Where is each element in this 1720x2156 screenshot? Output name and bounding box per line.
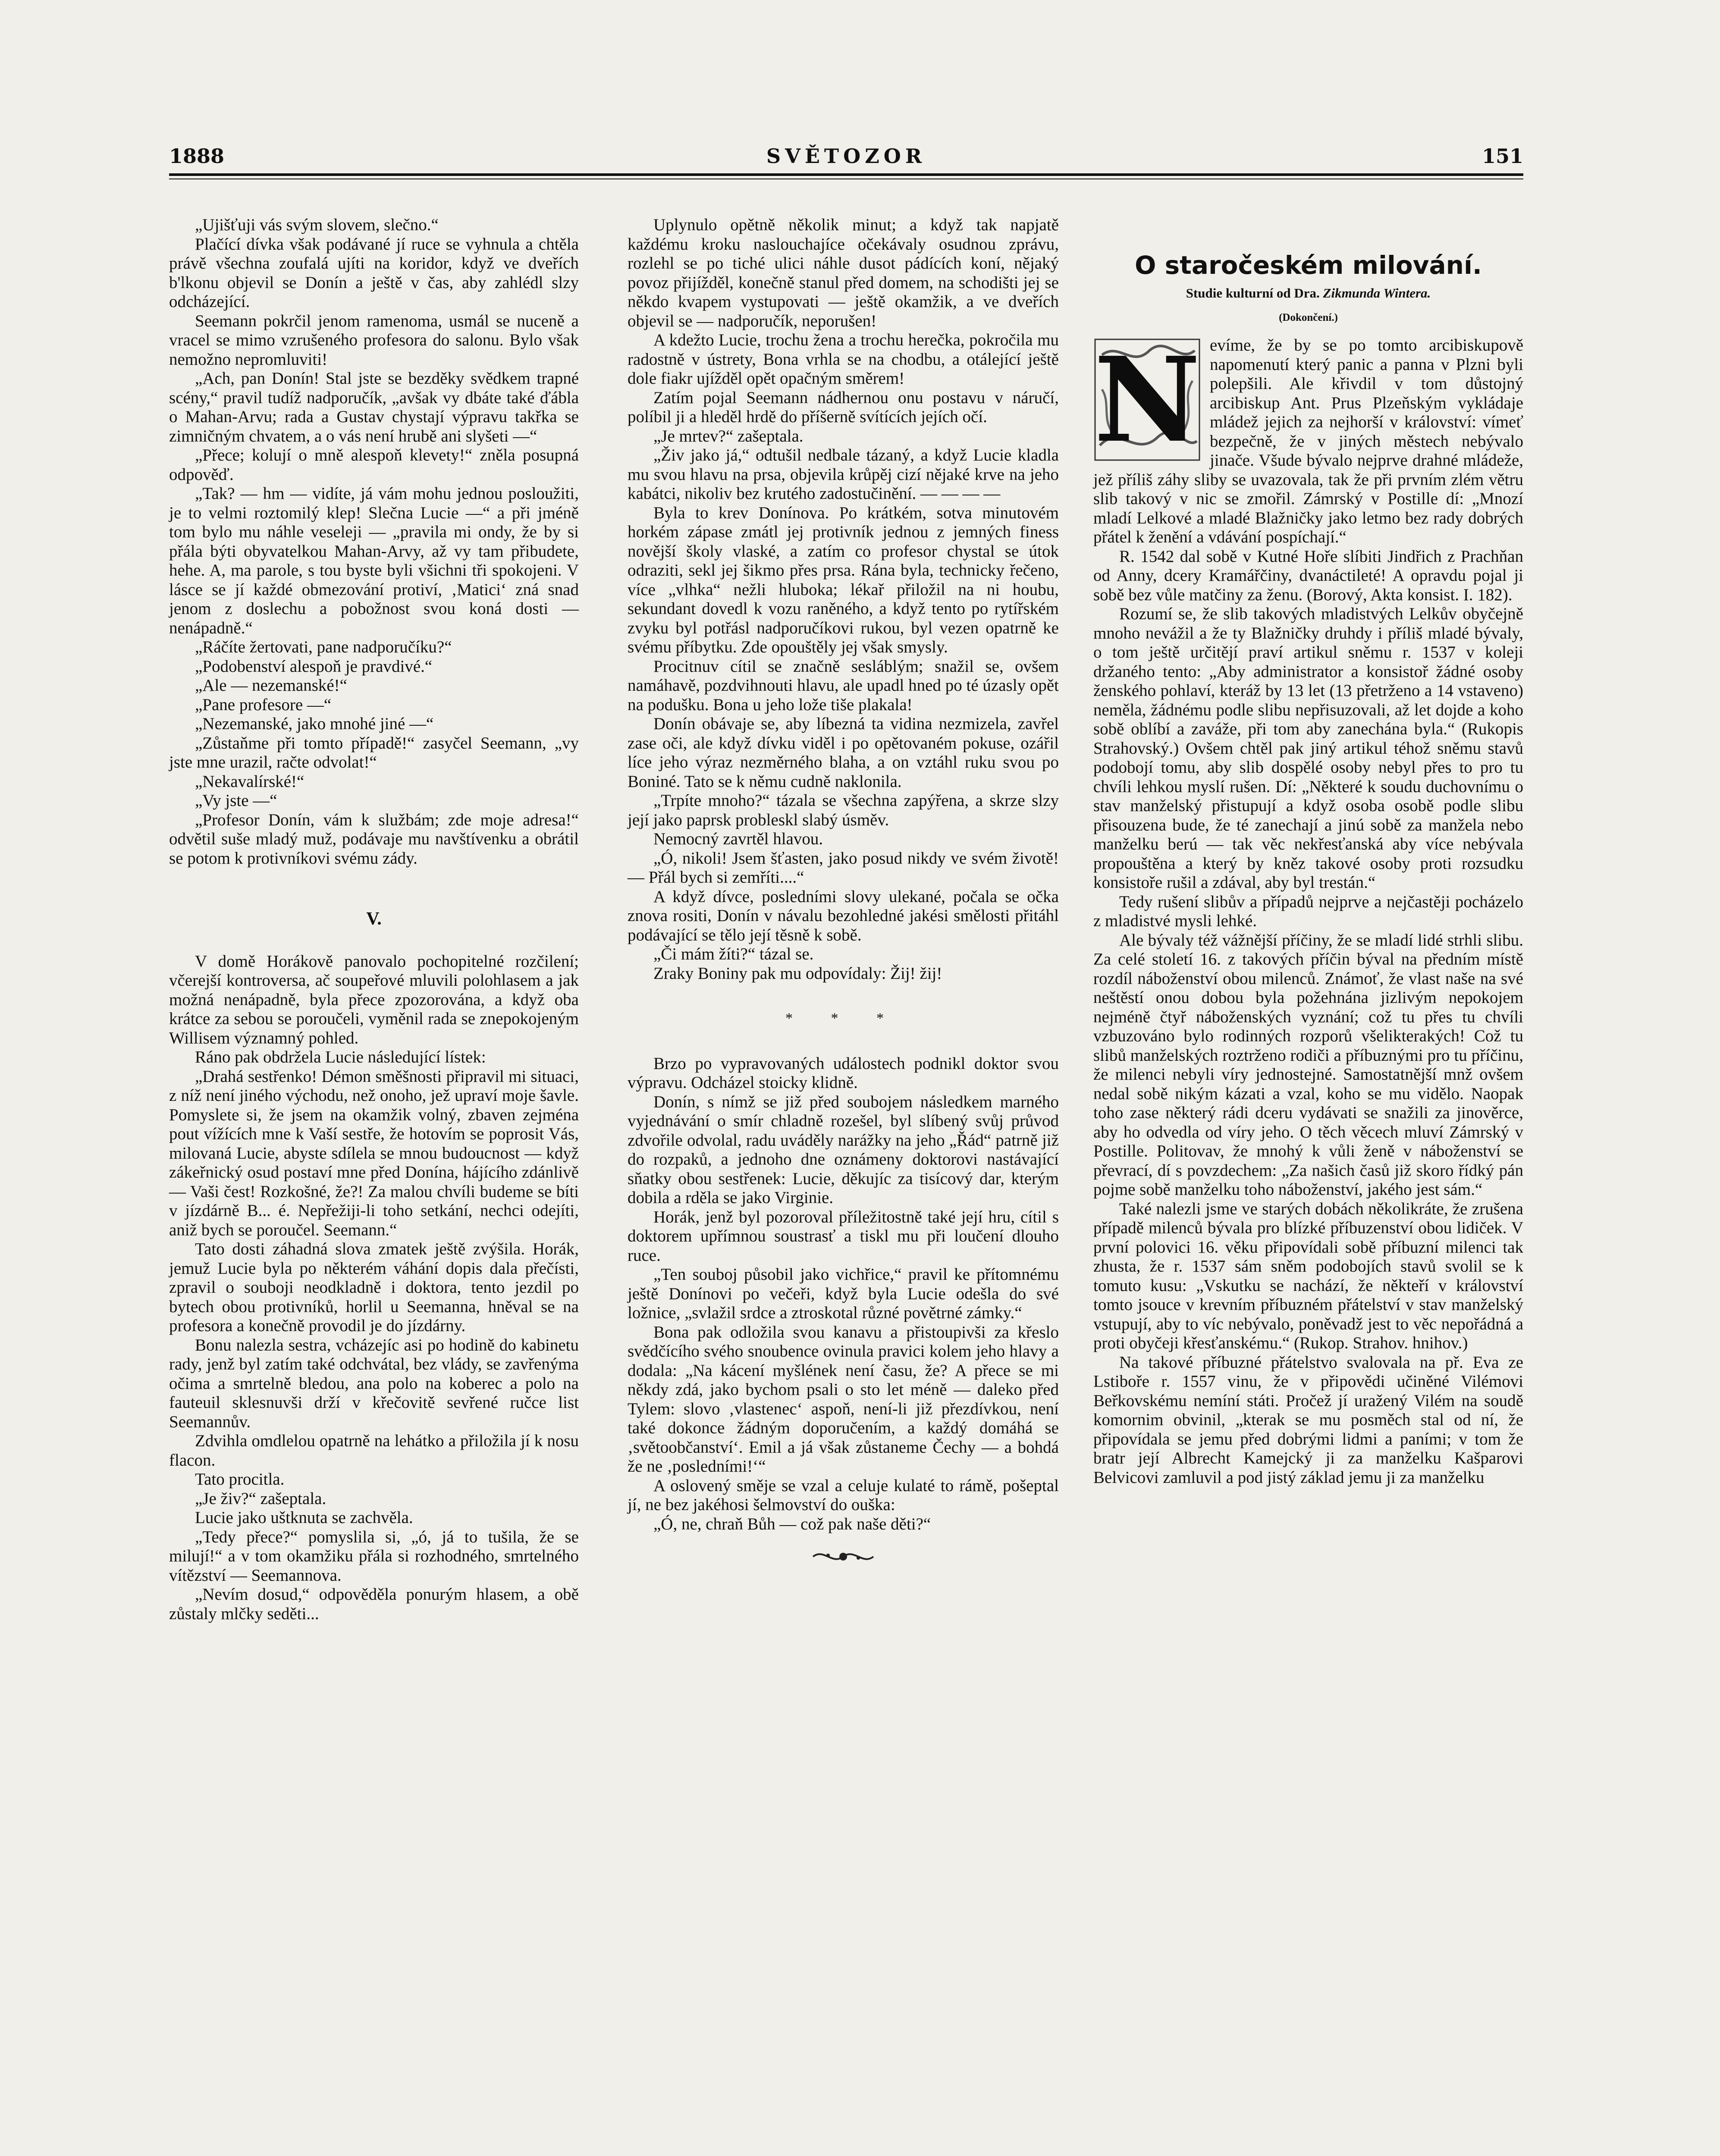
paragraph: Bona pak odložila svou kanavu a přistoupivši za křeslo svědčícího svého snoubence ovinula pravici kolem jeho hlavy a dodala: „Na kácení myšlének není času, že? A přece se mi někdy zdá, jako bychom psali o sto let méně — daleko před Tylem: slovo ‚vlastenec‘ aspoň, není-li již přezdívkou, není také dokonce žádným doporučením, a každý domáhá se ‚světoobčanství‘. Emil a já však zůstaneme Čechy — a bohdá že ne ‚posledními!‘“ xyxy=(628,1322,1059,1476)
header-year: 1888 xyxy=(169,144,225,168)
paragraph: „Ó, nikoli! Jsem šťasten, jako posud nikdy ve svém životě! — Přál bych si zemříti....“ xyxy=(628,849,1059,887)
column-right xyxy=(1093,216,1523,1487)
paragraph: Tato procitla. xyxy=(195,1470,285,1489)
paragraph: Donín, s nímž se již před soubojem následkem marného vyjednávání o smír chladně rozešel, byl slíbený svůj průvod zdvořile odvolal, radu uváděly narážky na jeho „Řád“ patrně již do rozpaků, a jednoho dne oznámeny doktorovi nastávající sňatky obou sestřenek: Lucie, děkujíc za tisícový dar, kterým dobila a rděla se jako Virginie. xyxy=(628,1092,1059,1207)
paragraph: Zdvihla omdlelou opatrně na lehátko a přiložila jí k nosu flacon. xyxy=(169,1432,579,1470)
article-title: O staročeském milování. xyxy=(1135,251,1482,280)
paragraph: „Ach, pan Donín! Stal jste se bezděky svědkem trapné scény,“ pravil tudíž nadporučík, „avšak vy dbáte také ďábla o Mahan-Arvu; rada a Gustav chystají výpravu takřka se zimničným chvatem, a o vás není hrubě ani slyšeti —“ xyxy=(169,369,579,445)
paragraph: R. 1542 dal sobě v Kutné Hoře slíbiti Jindřich z Prachňan od Anny, dcery Kramářčiny, dvanáctileté! A opravdu pojal ji sobě bez vůle matčiny za ženu. (Borový, Akta konsist. I. 182). xyxy=(1093,547,1523,604)
header-title: SVĚTOZOR xyxy=(766,144,926,168)
paragraph: Nemocný zavrtěl hlavou. xyxy=(653,830,823,848)
paragraph: „Ujišťuji vás svým slovem, slečno.“ xyxy=(195,216,439,234)
section-heading: V. xyxy=(366,909,382,929)
paragraph: Také nalezli jsme ve starých dobách několikráte, že zrušena případě milenců bývala pro blízké příbuzenství obou lidiček. V první polovici 16. věku připovídali sobě příbuzní milenci tak zhusta, že r. 1537 sám sněm podobojích stavů svolil se k tomuto kusu: „Vskutku se nachází, že někteří v království tomto jsouce v krevním příbuzném přátelství v stav manželský vstupují, aby to víc nebývalo, poněvadž jest to věc nepořádná a proti obyčeji křesťanskému.“ (Rukop. Strahov. hnihov.) xyxy=(1093,1199,1523,1352)
paragraph: „Je mrtev?“ zašeptala. xyxy=(653,426,804,445)
paragraph: „Podobenství alespoň je pravdivé.“ xyxy=(195,657,433,676)
paragraph: A oslovený směje se vzal a celuje kulaté to rámě, pošeptal jí, ne bez jakéhosi šelmovství do ouška: xyxy=(628,1476,1059,1514)
end-ornament-icon xyxy=(628,1546,1059,1572)
drop-cap-icon xyxy=(1093,331,1201,468)
column-middle xyxy=(628,216,1059,1572)
paragraph: Horák, jenž byl pozoroval příležitostně také její hru, cítil s doktorem upřímnou soustrasť a tiskl mu při loučení dlouho ruce. xyxy=(628,1207,1059,1265)
paragraph: „Profesor Donín, vám k službám; zde moje adresa!“ odvětil suše mladý muž, podávaje mu navštívenku a obrátil se potom k protivníkovi svému zády. xyxy=(169,810,579,868)
paragraph: „Pane profesore —“ xyxy=(195,695,332,714)
paragraph: Lucie jako uštknuta se zachvěla. xyxy=(195,1508,413,1527)
paragraph: A když dívce, posledními slovy ulekané, počala se očka znova rositi, Donín v návalu bezohledné jakési smělosti přitáhl podávající se tělo její těsně k sobě. xyxy=(628,887,1059,944)
paragraph: „Tedy přece?“ pomyslila si, „ó, já to tušila, že se milují!“ a v tom okamžiku přála si rozhodného, smrtelného vítězství — Seemannova. xyxy=(169,1527,579,1585)
paragraph: „Je živ?“ zašeptala. xyxy=(195,1489,326,1508)
paragraph: „Nevím dosud,“ odpověděla ponurým hlasem, a obě zůstaly mlčky seděti... xyxy=(169,1585,579,1623)
paragraph: Donín obávaje se, aby líbezná ta vidina nezmizela, zavřel zase oči, ale když dívku viděl i po opětovaném pokuse, ozářil líce jeho výraz nezměrného blaha, a on vztáhl ruku svou po Boniné. Tato se k němu cudně naklonila. xyxy=(628,714,1059,791)
paragraph: Tato dosti záhadná slova zmatek ještě zvýšila. Horák, jemuž Lucie byla po některém váhání dopis dala přečísti, zpravil o souboji neodkladně i doktora, tento jezdil po bytech obou protivníků, horlil u Seemanna, hněval se na profesora a konečně provodil je do jízdárny. xyxy=(169,1240,579,1335)
paragraph: „Trpíte mnoho?“ tázala se všechna zapýřena, a skrze slzy její jako paprsk probleskl slabý úsměv. xyxy=(628,791,1059,829)
paragraph: Zraky Boniny pak mu odpovídaly: Žij! žij! xyxy=(653,964,942,983)
paragraph: „Ó, ne, chraň Bůh — což pak naše děti?“ xyxy=(653,1514,931,1533)
paragraph: „Přece; kolují o mně alespoň klevety!“ zněla posupná odpověď. xyxy=(169,446,579,484)
section-separator: * * * xyxy=(785,1010,901,1026)
paragraph: „Ale — nezemanské!“ xyxy=(195,676,347,695)
paragraph: Procitnuv cítil se značně sesláblým; snažil se, ovšem namáhavě, pozdvihnouti hlavu, ale upadl hned po té úzasly opět na podušku. Bona u jeho lože tiše plakala! xyxy=(628,657,1059,714)
paragraph: „Nekavalírské!“ xyxy=(195,772,304,791)
subtitle-prefix: Studie kulturní od Dra. xyxy=(1186,285,1320,301)
paragraph: „Živ jako já,“ odtušil nedbale tázaný, a když Lucie kladla mu svou hlavu na prsa, objevila krůpěj cizí nějaké krve na jeho kabátci, nikoliv bez krutého zadostučinění. — — — — xyxy=(628,446,1059,503)
paragraph: „Tak? — hm — vidíte, já vám mohu jednou posloužiti, je to velmi roztomilý klep! Slečna Lucie —“ a při jméně tom bylo mu náhle veseleji — „pravila mi ondy, že by si přála býti obyvatelkou Mahan-Arvy, až vy tam přibudete, hehe. A, ma parole, s tou byste byli všichni tři spokojeni. V lásce se jí každé obmezování protiví, ‚Matici‘ zná snad jenom z doslechu a pobožnost svou koná dosti — nenápadně.“ xyxy=(169,484,579,637)
paragraph: Brzo po vypravovaných událostech podnikl doktor svou výpravu. Odcházel stoicky klidně. xyxy=(628,1054,1059,1092)
paragraph: „Drahá sestřenko! Démon směšnosti připravil mi situaci, z níž není jiného východu, než onoho, jež upraví moje šavle. Pomyslete si, že jsem na okamžik volný, zbaven zejména pout vížících mne k Vaší sestře, že hotovím se poprosit Vás, milovaná Lucie, abyste sdílela se mnou budoucnost — když zákeřnický osud postaví mne před Donína, hájícího zdánlivě — Vaši čest! Rozkošné, že?! Za malou chvíli budeme se bíti v jízdárně B... é. Nepřežiji-li toho setkání, nechci odejíti, aniž bych se poroučel. Seemann.“ xyxy=(169,1067,579,1239)
paragraph: Rozumí se, že slib takových mladistvých Lelkův obyčejně mnoho nevážil a že ty Blažničky druhdy i příliš mladé bývaly, o tom ještě určitějí praví artikul sněmu r. 1537 v koleji držaného tento: „Aby administrator a konsistoř žádné osoby ženského pohlaví, kteráž by 13 let (13 přetrženo a 14 vstaveno) neměla, žádnému podle slibu nepřisuzovali, až let dojde a koho sobě oblíbí a zaváže, při tom aby zanechána byla.“ (Rukopis Strahovský.) Ovšem chtěl pak jiný artikul téhož sněmu stavů podobojí tomu, aby slib dospělé osoby nebyl přes to pro tu chvíli lehkou myslí rušen. Dí: „Některé k soudu duchovnímu o stav manželský přistupují a když osoba osobě podle slibu přisouzena bude, že té zanechají a jinú sobě za manžela nebo manželku berú — tak věc nekřesťanská aby více nebývala propouštěna a který by kněz takové osoby proti rozsudku konsistoře rušil a zdával, aby byl trestán.“ xyxy=(1093,605,1523,892)
column-left xyxy=(169,216,579,1623)
paragraph: evíme, že by se po tomto arcibiskupově napomenutí který panic a panna v Plzni byli polepšili. Ale křivdil v tom důstojný arcibiskup Ant. Prus Plzeňským vykládaje mládež jejich za nejhorší v království: vímeť bezpečně, že v jiných městech nebývalo jinače. Všude bývalo nejprve drahné mládeže, jež příliš záhy sliby se uvazovala, tak že při prvním zlém větru slib takový v nic se zmořil. Zámrský v Postille dí: „Mnozí mladí Lelkové a mladé Blažničky jako letmo bez rady dobrých přátel k ženění a vdávání pospíchají.“ xyxy=(1093,336,1523,546)
paragraph: Zatím pojal Seemann nádhernou onu postavu v náručí, políbil ji a hleděl hrdě do příšerně svítících jejích očí. xyxy=(628,388,1059,426)
paragraph: „Ten souboj působil jako vichřice,“ pravil ke přítomnému ještě Donínovi po večeři, když byla Lucie odešla do své ložnice, „svlažil srdce a ztroskotal různé povětrné zámky.“ xyxy=(628,1265,1059,1322)
paragraph: „Zůstaňme při tomto případě!“ zasyčel Seemann, „vy jste mne urazil, račte odvolat!“ xyxy=(169,733,579,771)
paragraph: „Nezemanské, jako mnohé jiné —“ xyxy=(195,714,434,733)
page-header xyxy=(169,144,1523,170)
paragraph: V domě Horákově panovalo pochopitelné rozčilení; včerejší kontroversa, ač soupeřové mluvili polohlasem a jak možná nenápadně, byla přece zpozorována, a když oba krátce za sebou se poroučeli, vyměnil rada se znepokojeným Willisem významný pohled. xyxy=(169,952,579,1047)
header-page-number: 151 xyxy=(1481,144,1523,168)
paragraph: Seemann pokrčil jenom ramenoma, usmál se nuceně a vracel se mimo vzrušeného profesora do salonu. Bylo však nemožno nepromluviti! xyxy=(169,311,579,369)
paragraph: Plačící dívka však podávané jí ruce se vyhnula a chtěla právě všechna zoufalá ujíti na koridor, když ve dveřích b'lkonu objevil se Donín a ještě v čas, aby zahlédl slzy odcházející. xyxy=(169,235,579,311)
paragraph: A kdežto Lucie, trochu žena a trochu herečka, pokročila mu radostně v ústrety, Bona vrhla se na chodbu, a otálející ještě dole fiakr ujížděl opět opačným směrem! xyxy=(628,331,1059,388)
paragraph: „Vy jste —“ xyxy=(195,791,277,810)
paragraph: „Či mám žíti?“ tázal se. xyxy=(653,945,814,963)
paragraph: Tedy rušení slibův a případů nejprve a nejčastěji pocházelo z mladistvé mysli lehké. xyxy=(1093,892,1523,930)
paragraph: Byla to krev Donínova. Po krátkém, sotva minutovém horkém zápase zmátl jej protivník jednou z jemných finess novější školy vlaské, a zatím co profesor chystal se útok odraziti, sekl jej šikmo přes prsa. Rána byla, technicky řečeno, více „vlhka“ nežli hluboka; lékař přiložil na ni houbu, sekundant dovedl k vozu raněného, a když tento po rytířském zvyku byl potřásl nadporučíkovi rukou, byl vezen opatrně ke svému příbytku. Zde opouštěly jej však smysly. xyxy=(628,503,1059,656)
subtitle-author: Zikmunda Wintera. xyxy=(1323,285,1431,301)
paragraph: Ale bývaly též vážnější příčiny, že se mladí lidé strhli slibu. Za celé století 16. z takových příčin býval na předním místě rozdíl náboženství obou milenců. Známoť, že vlast naše na své neštěstí onou dobou byla požehnána jizlivým nepokojem nejméně čtyř náboženských vyznání; což tu přes tu chvíli vzbuzováno bylo rodinných rozporů všelikterakých! Což tu slibů manželských roztrženo rodiči a příbuznými pro tu příčinu, že milenci nebyli víry jednostejné. Samostatnější mnž ovšem nedal sobě nikým kázati a vzal, koho se mu vidělo. Naopak toho zase některý rádi dceru vydávati se snažili za jinověrce, aby ho odvedla od víry jeho. O těch věcech mluví Zámrský v Postille. Politovav, že mnohý k vůli ženě v náboženství se převrací, dí s povzdechem: „Za našich časů již skoro řídký pán pojme sobě manželku toho náboženství, jakého jest sám.“ xyxy=(1093,931,1523,1199)
paragraph: „Ráčíte žertovati, pane nadporučíku?“ xyxy=(195,638,452,656)
paragraph: Na takové příbuzné přátelstvo svalovala na př. Eva ze Lstiboře r. 1557 vinu, že v připovědi učiněné Vilémovi Beřkovskému nemíní státi. Pročež jí uražený Vilém na soudě komornim obvinil, „kterak se mu posměch stal od ní, že připovídala se jemu před dobrými lidmi a paními; v tom že bratr její Albrecht Kamejcký ji za manželku Kašparovi Belvicovi zamluvil a pod jistý základ jemu ji za manželku xyxy=(1093,1353,1523,1487)
header-rule xyxy=(169,173,1523,176)
drop-cap-letter: N xyxy=(1094,331,1201,468)
paragraph: Uplynulo opětně několik minut; a když tak napjatě každému kroku naslouchajíce očekávaly osudnou zprávu, rozlehl se po tiché ulici náhle dusot pádících koní, nějaký povoz přijížděl, konečně stanul před domem, na schodišti jej se někdo kvapem vystupovati — ještě okamžik, a ve dveřích objevil se — nadporučík, neporušen! xyxy=(628,216,1059,330)
article-subtitle xyxy=(1093,284,1523,303)
continued-note: (Dokončení.) xyxy=(1279,311,1338,323)
paragraph: Bonu nalezla sestra, vcházejíc asi po hodině do kabinetu rady, jenž byl zatím také odchvátal, bez vlády, se zavřenýma očima a smrtelně bledou, ana polo na koberec a polo na fauteuil sklesnuvši drží v křečovitě sevřené ručce list Seemannův. xyxy=(169,1335,579,1431)
paragraph: Ráno pak obdržela Lucie následující lístek: xyxy=(195,1048,486,1066)
